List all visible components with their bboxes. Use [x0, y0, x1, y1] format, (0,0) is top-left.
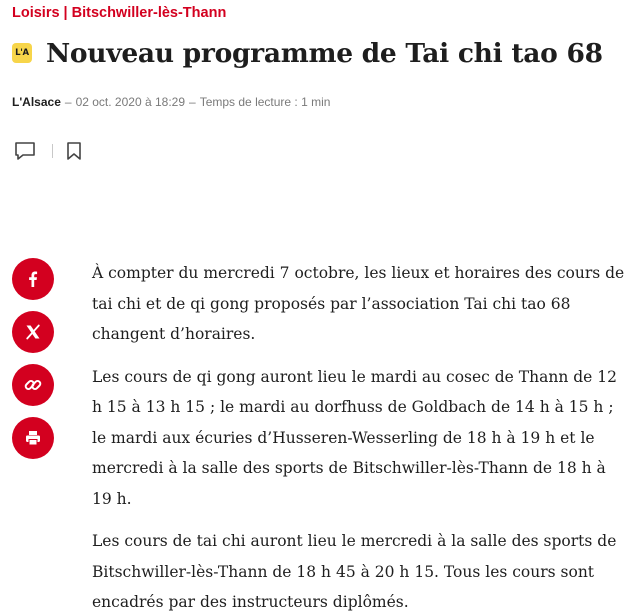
breadcrumb: [12, 5, 226, 21]
breadcrumb-separator: |: [63, 5, 68, 21]
print-button[interactable]: [12, 417, 54, 459]
article-body: [92, 258, 626, 612]
print-icon: [23, 428, 43, 448]
byline-dash: –: [64, 95, 72, 109]
article-paragraph: Les cours de qi gong auront lieu le mardi au cosec de Thann de 12 h 15 à 13 h 15 ; le mardi au dorfhuss de Goldbach de 14 h à 15 h ; le mardi aux écuries d’Husseren-Wesserling de 18 h à 19 h et le mercredi à la salle des sports de Bitschwiller-lès-Thann de 18 h à 19 h.: [92, 367, 617, 508]
link-icon: [23, 375, 43, 395]
bookmark-button[interactable]: [61, 138, 87, 164]
copy-link-button[interactable]: [12, 364, 54, 406]
byline-dash: –: [189, 95, 196, 109]
breadcrumb-category-link[interactable]: Loisirs: [12, 5, 60, 21]
byline-date: 02 oct. 2020 à 18:29: [75, 95, 186, 109]
article-tools: [12, 138, 87, 164]
lalsace-logo: L'A: [12, 43, 32, 63]
share-x-button[interactable]: [12, 311, 54, 353]
article-paragraph: Les cours de tai chi auront lieu le mercredi à la salle des sports de Bitschwiller-lès-Thann de 18 h 45 à 20 h 15. Tous les cours sont encadrés par des instructeurs diplômés.: [92, 532, 617, 611]
tools-divider: [52, 144, 53, 158]
facebook-icon: [23, 269, 43, 289]
article-paragraph: À compter du mercredi 7 octobre, les lieux et horaires des cours de tai chi et de qi gong proposés par l’association Tai chi tao 68 changent d’horaires.: [92, 264, 625, 343]
x-icon: [24, 323, 42, 341]
share-bar: [12, 258, 56, 470]
headline-row: [12, 30, 632, 76]
breadcrumb-location-link[interactable]: Bitschwiller-lès-Thann: [71, 5, 227, 21]
page-title: Nouveau programme de Tai chi tao 68: [46, 37, 603, 69]
byline-source: L'Alsace: [12, 95, 61, 109]
byline-reading-time: Temps de lecture : 1 min: [199, 95, 331, 109]
share-facebook-button[interactable]: [12, 258, 54, 300]
bookmark-icon: [66, 141, 82, 161]
comment-button[interactable]: [12, 138, 38, 164]
byline: [12, 95, 330, 109]
comment-icon: [14, 141, 36, 161]
